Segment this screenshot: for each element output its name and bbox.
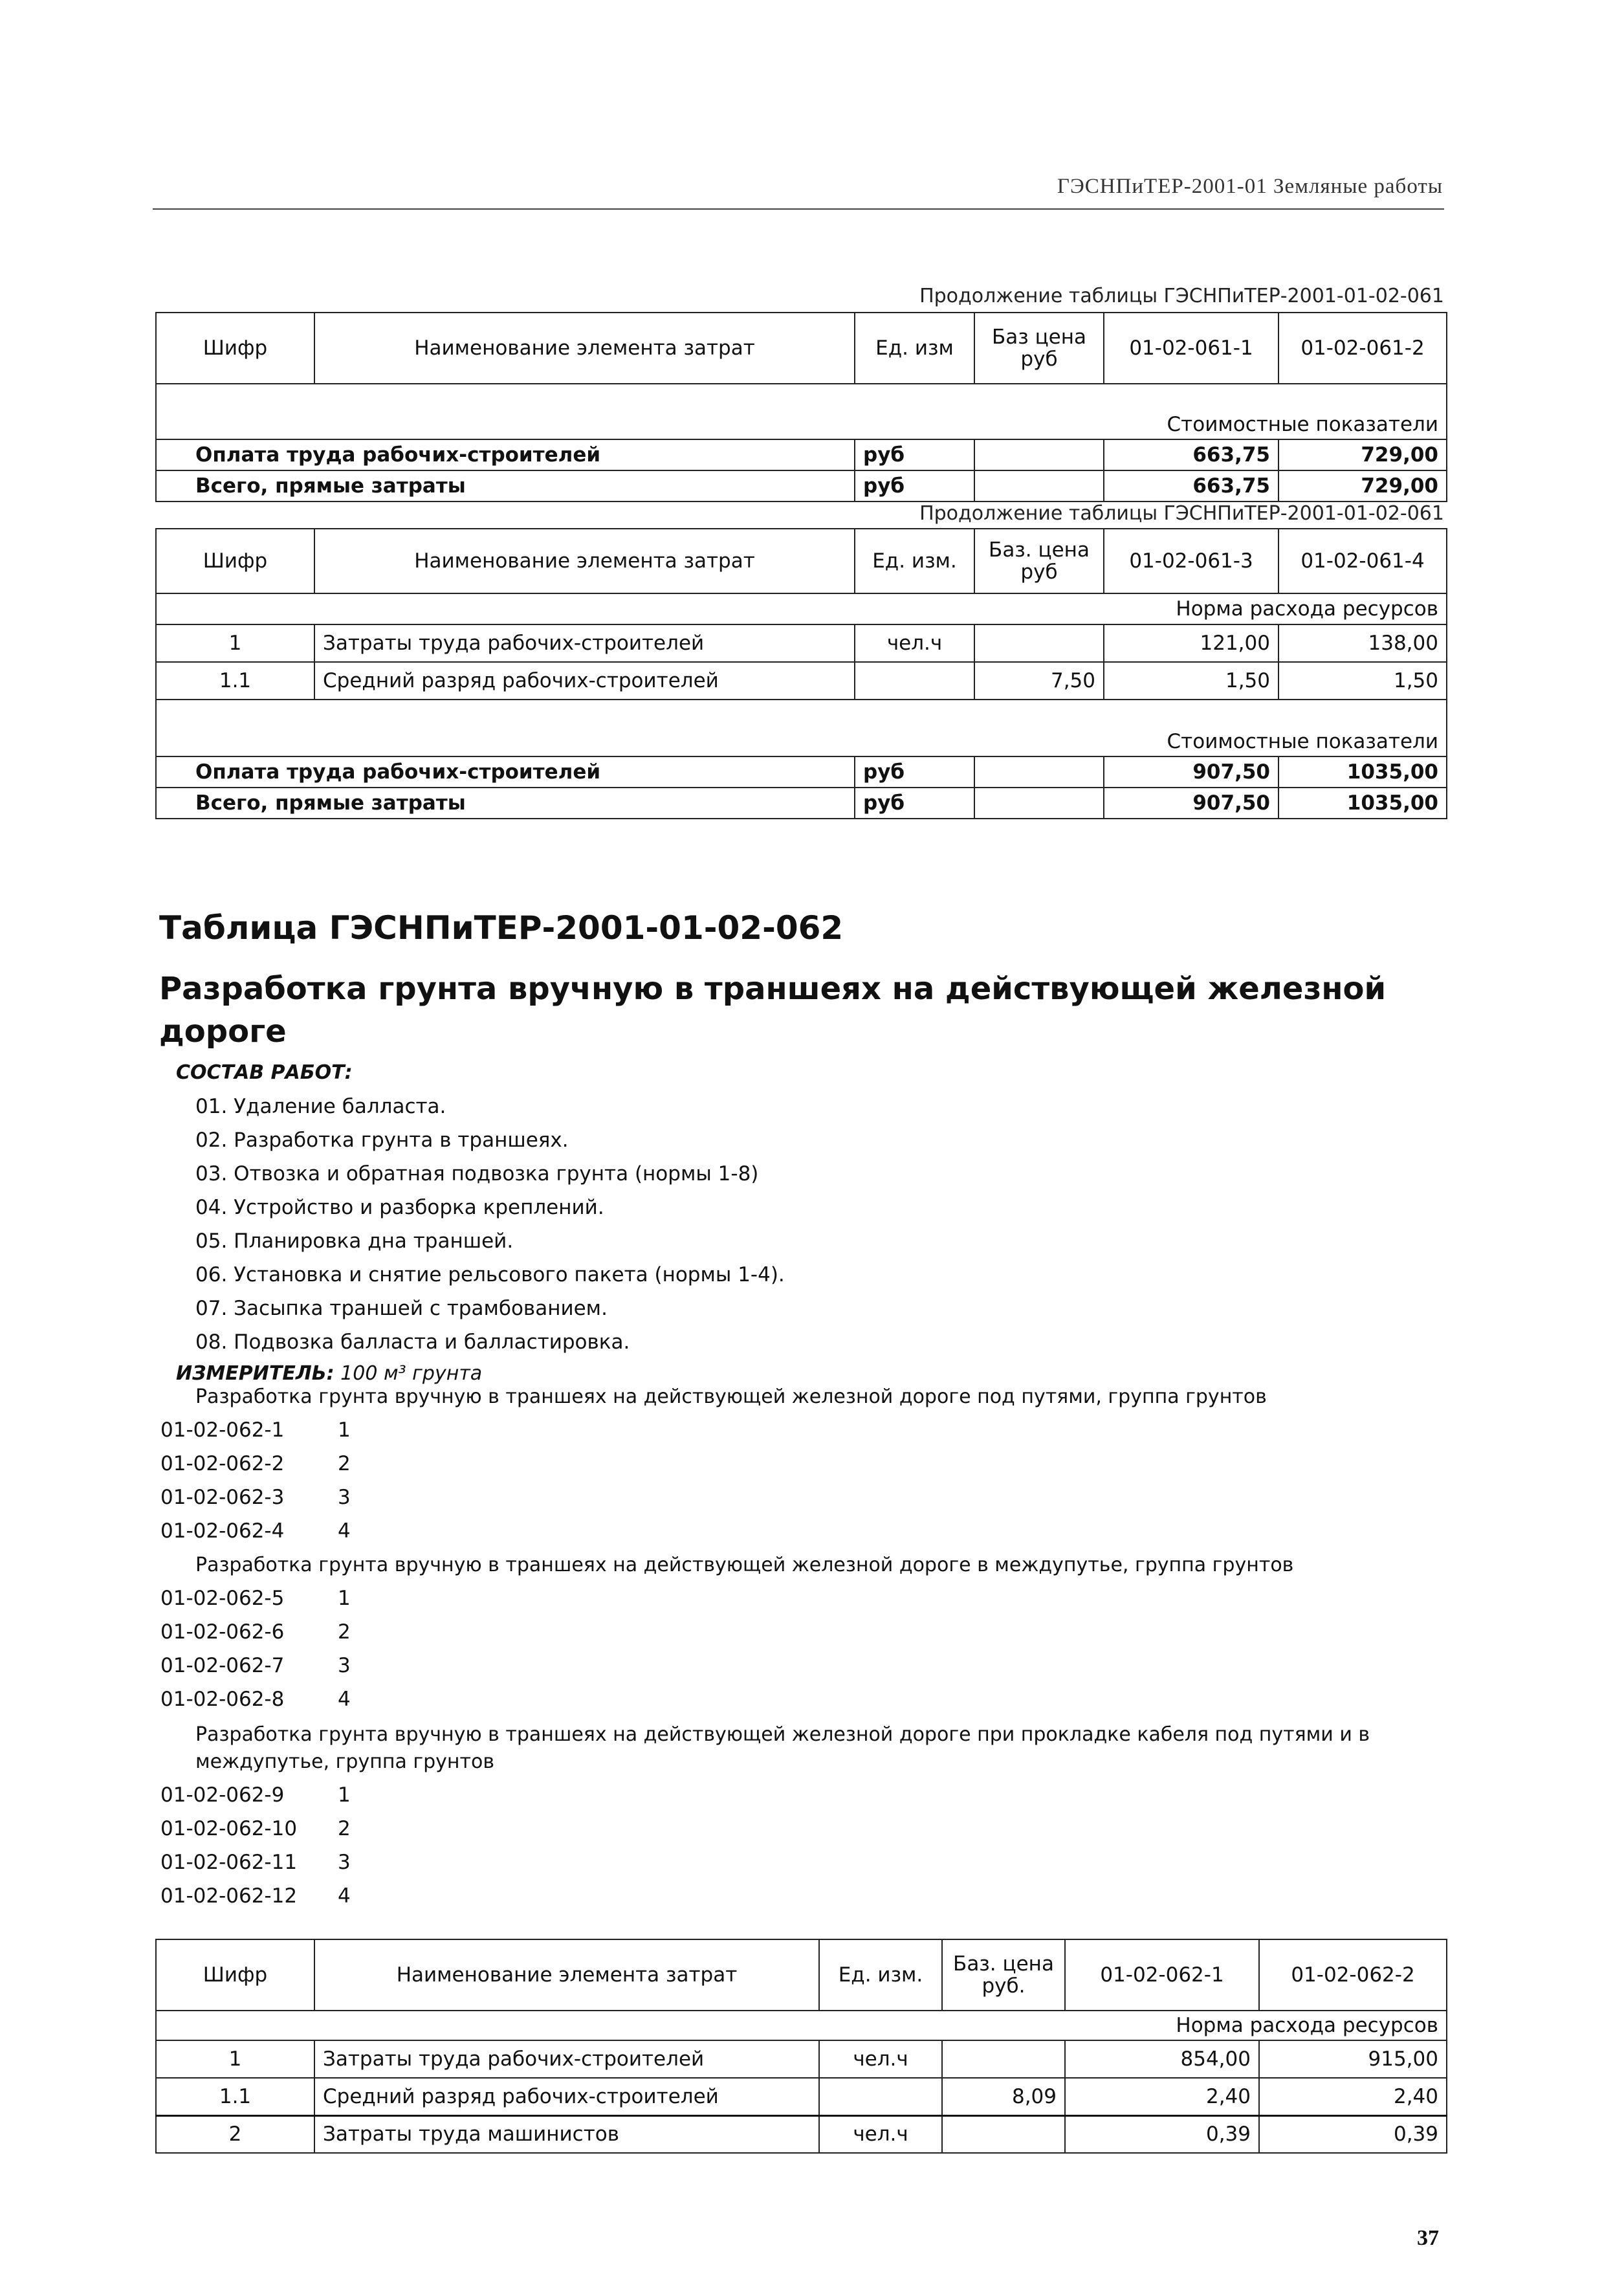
row-price — [974, 470, 1104, 502]
code-group-number: 4 — [338, 1519, 351, 1543]
table2 — [155, 528, 1447, 819]
row-value-b: 729,00 — [1278, 470, 1447, 502]
running-header: ГЭСНПиТЕР-2001-01 Земляные работы — [1057, 175, 1443, 198]
table-row — [156, 439, 1447, 470]
table2-header-col-a: 01-02-061-3 — [1104, 529, 1278, 593]
code-group-number: 3 — [338, 1486, 351, 1509]
code-line — [160, 1817, 351, 1840]
code-group-number: 2 — [338, 1817, 351, 1840]
row-value-a: 1,50 — [1104, 662, 1278, 700]
table1-header-code: Шифр — [156, 313, 314, 384]
code-id: 01-02-062-8 — [160, 1688, 285, 1711]
row-value-b: 915,00 — [1259, 2040, 1447, 2078]
table-row — [156, 470, 1447, 502]
row-price — [974, 439, 1104, 470]
code-group-number: 1 — [338, 1418, 351, 1442]
row-price — [942, 2040, 1065, 2078]
row-value-b: 2,40 — [1259, 2078, 1447, 2115]
row-name: Оплата труда рабочих-строителей — [156, 756, 855, 788]
section-subtitle: Разработка грунта вручную в траншеях на действующей железной дороге — [159, 971, 1387, 1050]
row-unit: руб — [855, 788, 974, 819]
table-row — [156, 788, 1447, 819]
table-row — [156, 2078, 1447, 2115]
row-value-b: 729,00 — [1278, 439, 1447, 470]
row-value-a: 907,50 — [1104, 756, 1278, 788]
code-group-number: 3 — [338, 1654, 351, 1677]
list-item: 04. Устройство и разборка креплений. — [195, 1196, 604, 1219]
row-unit: руб — [855, 756, 974, 788]
row-unit: чел.ч — [819, 2040, 942, 2078]
table3-header-price: Баз. цена руб. — [942, 1939, 1065, 2011]
code-line — [160, 1452, 351, 1475]
list-item: 07. Засыпка траншей с трамбованием. — [195, 1297, 608, 1320]
table1-header-col-a: 01-02-061-1 — [1104, 313, 1278, 384]
page-number: 37 — [1417, 2226, 1439, 2250]
row-value-a: 907,50 — [1104, 788, 1278, 819]
table2-caption: Продолжение таблицы ГЭСНПиТЕР-2001-01-02-061 — [919, 502, 1444, 525]
code-id: 01-02-062-2 — [160, 1452, 285, 1475]
table1-header-col-b: 01-02-061-2 — [1278, 313, 1447, 384]
table2-header-code: Шифр — [156, 529, 314, 593]
code-group-number: 2 — [338, 1620, 351, 1644]
row-name: Всего, прямые затраты — [156, 470, 855, 502]
table3-header-col-a: 01-02-062-1 — [1065, 1939, 1259, 2011]
code-group-number: 4 — [338, 1688, 351, 1711]
group-caption: Разработка грунта вручную в траншеях на действующей железной дороге под путями, группа грунтов — [195, 1385, 1267, 1408]
code-group-number: 3 — [338, 1851, 351, 1874]
meter-value: 100 м³ грунта — [340, 1362, 483, 1385]
row-unit — [855, 662, 974, 700]
code-line — [160, 1688, 351, 1711]
table1 — [155, 312, 1447, 502]
row-name: Средний разряд рабочих-строителей — [314, 662, 855, 700]
row-value-b: 1035,00 — [1278, 788, 1447, 819]
row-value-a: 121,00 — [1104, 624, 1278, 662]
works-heading: СОСТАВ РАБОТ: — [176, 1061, 353, 1084]
row-name: Затраты труда рабочих-строителей — [314, 624, 855, 662]
table2-header-price: Баз. цена руб — [974, 529, 1104, 593]
code-id: 01-02-062-5 — [160, 1587, 285, 1610]
row-unit: руб — [855, 439, 974, 470]
table1-section-cost: Стоимостные показатели — [156, 410, 1447, 439]
row-value-b: 1035,00 — [1278, 756, 1447, 788]
row-code: 2 — [156, 2115, 314, 2153]
row-name: Средний разряд рабочих-строителей — [314, 2078, 819, 2115]
code-group-number: 4 — [338, 1884, 351, 1908]
code-line — [160, 1654, 351, 1677]
code-id: 01-02-062-6 — [160, 1620, 285, 1644]
table3-header-name: Наименование элемента затрат — [314, 1939, 819, 2011]
row-unit: чел.ч — [855, 624, 974, 662]
list-item: 05. Планировка дна траншей. — [195, 1230, 514, 1253]
table3-header-unit: Ед. изм. — [819, 1939, 942, 2011]
row-value-b: 138,00 — [1278, 624, 1447, 662]
list-item: 06. Установка и снятие рельсового пакета (нормы 1-4). — [195, 1263, 785, 1286]
section-table-title: Таблица ГЭСНПиТЕР-2001-01-02-062 — [159, 909, 844, 947]
code-line — [160, 1486, 351, 1509]
row-value-b: 0,39 — [1259, 2115, 1447, 2153]
table-row — [156, 662, 1447, 700]
row-name: Затраты труда машинистов — [314, 2115, 819, 2153]
table-row — [156, 2115, 1447, 2153]
header-divider — [153, 208, 1444, 210]
row-price — [942, 2115, 1065, 2153]
code-id: 01-02-062-4 — [160, 1519, 285, 1543]
row-code: 1.1 — [156, 662, 314, 700]
code-group-number: 1 — [338, 1587, 351, 1610]
row-price — [974, 788, 1104, 819]
table1-caption: Продолжение таблицы ГЭСНПиТЕР-2001-01-02-061 — [919, 285, 1444, 307]
code-id: 01-02-062-1 — [160, 1418, 285, 1442]
row-code: 1 — [156, 624, 314, 662]
code-id: 01-02-062-9 — [160, 1783, 285, 1807]
code-group-number: 2 — [338, 1452, 351, 1475]
code-line — [160, 1884, 351, 1908]
code-id: 01-02-062-11 — [160, 1851, 298, 1874]
row-name: Всего, прямые затраты — [156, 788, 855, 819]
row-unit — [819, 2078, 942, 2115]
row-price — [974, 756, 1104, 788]
code-id: 01-02-062-7 — [160, 1654, 285, 1677]
row-price: 7,50 — [974, 662, 1104, 700]
group-caption: Разработка грунта вручную в траншеях на действующей железной дороге в междупутье, группа грунтов — [195, 1554, 1294, 1576]
code-id: 01-02-062-3 — [160, 1486, 285, 1509]
table2-header-col-b: 01-02-061-4 — [1278, 529, 1447, 593]
code-line — [160, 1783, 351, 1807]
table1-header-name: Наименование элемента затрат — [314, 313, 855, 384]
table1-header-unit: Ед. изм — [855, 313, 974, 384]
table3-header-col-b: 01-02-062-2 — [1259, 1939, 1447, 2011]
table2-section-cost: Стоимостные показатели — [156, 727, 1447, 756]
list-item: 01. Удаление балласта. — [195, 1095, 446, 1118]
list-item: 08. Подвозка балласта и балластировка. — [195, 1330, 630, 1354]
meter-label: ИЗМЕРИТЕЛЬ: — [176, 1362, 335, 1385]
row-value-a: 0,39 — [1065, 2115, 1259, 2153]
table2-header-name: Наименование элемента затрат — [314, 529, 855, 593]
row-value-a: 663,75 — [1104, 439, 1278, 470]
code-line — [160, 1620, 351, 1644]
table3 — [155, 1939, 1447, 2154]
row-value-a: 854,00 — [1065, 2040, 1259, 2078]
table1-header-price: Баз цена руб — [974, 313, 1104, 384]
table3-header-code: Шифр — [156, 1939, 314, 2011]
code-line — [160, 1418, 351, 1442]
row-code: 1 — [156, 2040, 314, 2078]
list-item: 02. Разработка грунта в траншеях. — [195, 1129, 569, 1152]
table3-section-resources: Норма расхода ресурсов — [156, 2011, 1447, 2040]
row-unit: руб — [855, 470, 974, 502]
table2-header-unit: Ед. изм. — [855, 529, 974, 593]
row-code: 1.1 — [156, 2078, 314, 2115]
row-value-a: 2,40 — [1065, 2078, 1259, 2115]
code-line — [160, 1587, 351, 1610]
code-line — [160, 1519, 351, 1543]
table-row — [156, 756, 1447, 788]
code-id: 01-02-062-12 — [160, 1884, 298, 1908]
code-group-number: 1 — [338, 1783, 351, 1807]
table-row — [156, 624, 1447, 662]
row-name: Оплата труда рабочих-строителей — [156, 439, 855, 470]
code-line — [160, 1851, 351, 1874]
group-caption: Разработка грунта вручную в траншеях на действующей железной дороге при прокладке кабеля под путями и в междупутье, группа грунтов — [195, 1723, 1370, 1773]
table-row — [156, 2040, 1447, 2078]
list-item: 03. Отвозка и обратная подвозка грунта (нормы 1-8) — [195, 1162, 759, 1186]
row-price: 8,09 — [942, 2078, 1065, 2115]
row-value-a: 663,75 — [1104, 470, 1278, 502]
meter-line — [176, 1362, 482, 1385]
row-price — [974, 624, 1104, 662]
row-unit: чел.ч — [819, 2115, 942, 2153]
row-name: Затраты труда рабочих-строителей — [314, 2040, 819, 2078]
code-id: 01-02-062-10 — [160, 1817, 298, 1840]
row-value-b: 1,50 — [1278, 662, 1447, 700]
table2-section-resources: Норма расхода ресурсов — [156, 593, 1447, 624]
